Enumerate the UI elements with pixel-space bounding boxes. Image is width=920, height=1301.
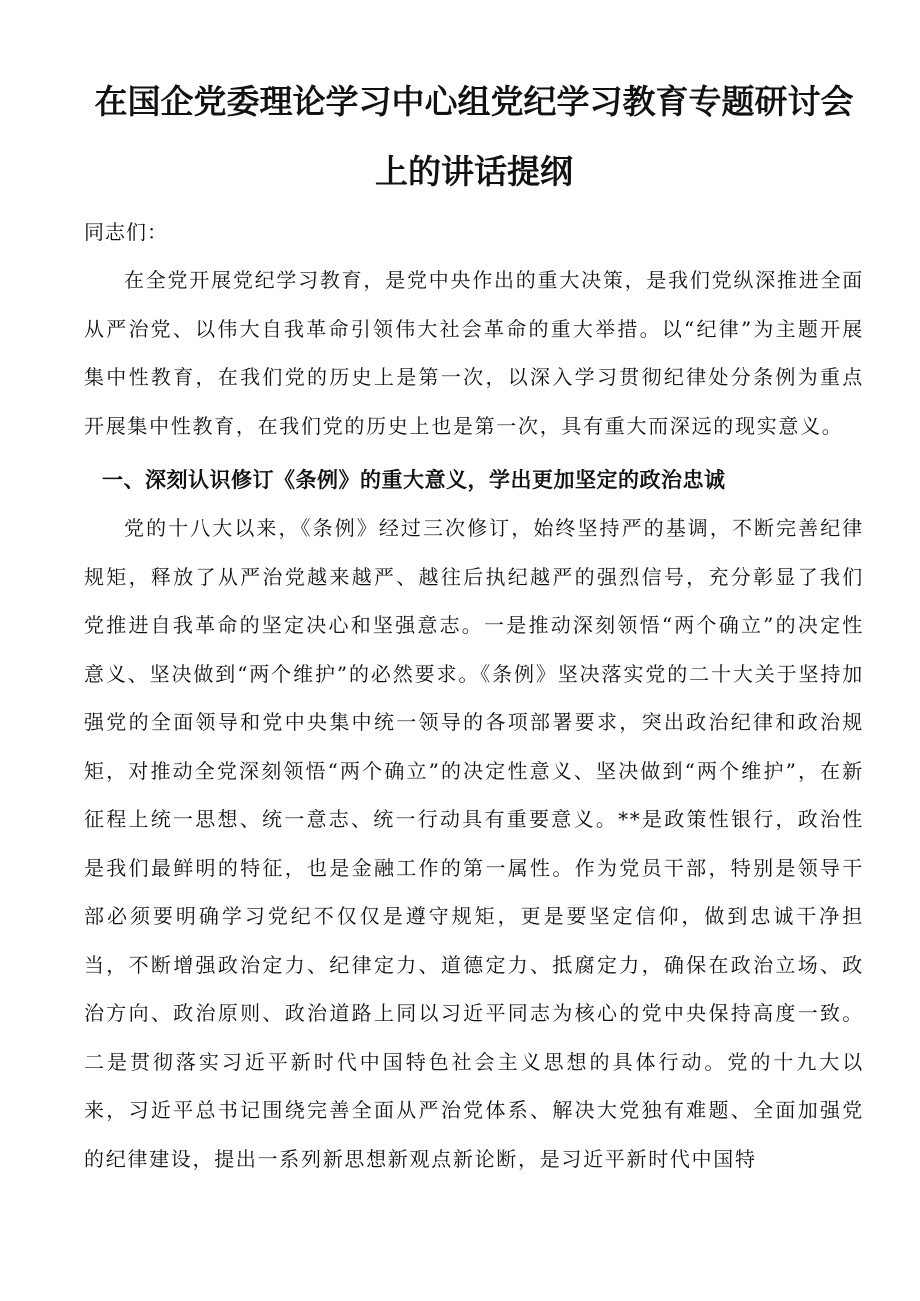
salutation: 同志们： — [84, 220, 168, 244]
section-1-heading: 一、深刻认识修订《条例》的重大意义，学出更加坚定的政治忠诚 — [102, 468, 726, 492]
intro-paragraph: 在全党开展党纪学习教育，是党中央作出的重大决策，是我们党纵深推进全面从严治党、以伟大自我革命引领伟大社会革命的重大举措。以“纪律”为主题开展集中性教育，在我们党的历史上是第一次，以深入学习贯彻纪律处分条例为重点开展集中性教育，在我们党的历史上也是第一次，具有重大而深远的现实意义。 — [84, 268, 864, 438]
title-line-2: 上的讲话提纲 — [375, 152, 573, 191]
title-line-1: 在国企党委理论学习中心组党纪学习教育专题研讨会 — [94, 82, 854, 121]
document-title — [84, 72, 864, 202]
section-1-paragraph: 党的十八大以来，《条例》经过三次修订，始终坚持严的基调，不断完善纪律规矩，释放了从严治党越来越严、越往后执纪越严的强烈信号，充分彰显了我们党推进自我革命的坚定决心和坚强意志。一是推动深刻领悟“两个确立”的决定性意义、坚决做到“两个维护”的必然要求。《条例》坚决落实党的二十大关于坚持加强党的全面领导和党中央集中统一领导的各项部署要求，突出政治纪律和政治规矩，对推动全党深刻领悟“两个确立”的决定性意义、坚决做到“两个维护”，在新征程上统一思想、统一意志、统一行动具有重要意义。**是政策性银行，政治性是我们最鲜明的特征，也是金融工作的第一属性。作为党员干部，特别是领导干部必须要明确学习党纪不仅仅是遵守规矩，更是要坚定信仰，做到忠诚干净担当，不断增强政治定力、纪律定力、道德定力、抵腐定力，确保在政治立场、政治方向、政治原则、政治道路上同以习近平同志为核心的党中央保持高度一致。二是贯彻落实习近平新时代中国特色社会主义思想的具体行动。党的十九大以来，习近平总书记围绕完善全面从严治党体系、解决大党独有难题、全面加强党的纪律建设，提出一系列新思想新观点新论断，是习近平新时代中国特 — [84, 516, 864, 1171]
